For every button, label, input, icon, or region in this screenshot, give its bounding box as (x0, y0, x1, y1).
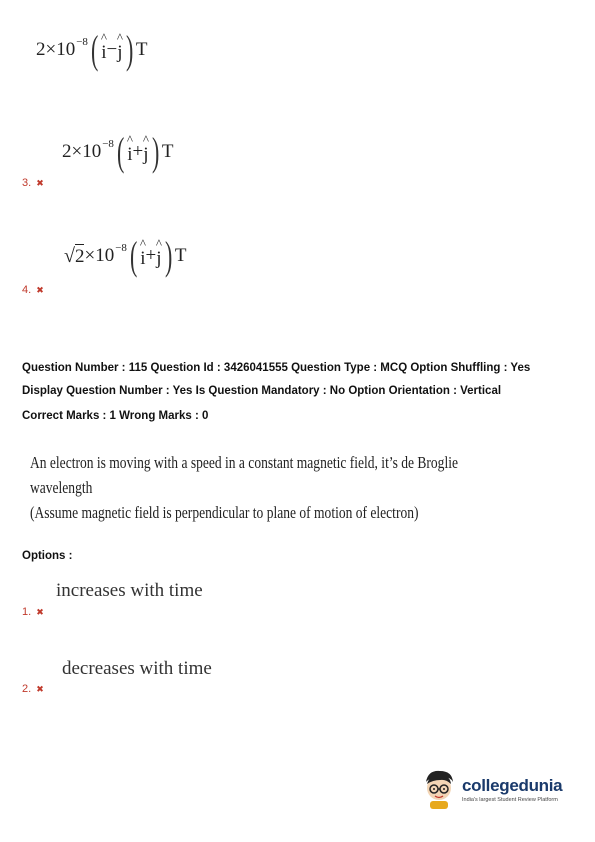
left-paren: ( (90, 27, 99, 72)
option-number-1: 1. ✖ (22, 606, 44, 618)
mascot-icon (420, 768, 458, 810)
right-paren: ) (164, 233, 172, 278)
coefficient: 2×10 (36, 39, 76, 60)
cross-icon: ✖ (36, 284, 44, 295)
question-line-3: (Assume magnetic field is perpendicular to plane of motion of electron) (30, 503, 419, 522)
unit-vector-j: ^ j (142, 132, 149, 165)
unit-vector-i: ^ i (139, 236, 146, 269)
option-number-3: 3. ✖ (22, 177, 44, 189)
option-number-4: 4. ✖ (22, 284, 44, 296)
question-meta-line-3: Correct Marks : 1 Wrong Marks : 0 (22, 410, 209, 422)
right-paren: ) (125, 27, 133, 72)
unit: T (161, 141, 174, 162)
operator: + (132, 141, 144, 162)
unit-vector-j: ^ j (155, 236, 162, 269)
option-number-2: 2. ✖ (22, 683, 44, 695)
question-line-2: wavelength (30, 478, 93, 497)
cross-icon: ✖ (36, 606, 44, 617)
unit-vector-i: ^ i (100, 30, 107, 63)
exponent: −8 (115, 242, 127, 254)
question-meta-line-1: Question Number : 115 Question Id : 3426041555 Question Type : MCQ Option Shuffling : Yes (22, 362, 531, 374)
radicand: 2 (74, 246, 85, 267)
coefficient: ×10 (84, 245, 115, 266)
option-0-expression (36, 27, 148, 72)
sqrt-icon: √ (64, 244, 75, 267)
question-line-1: An electron is moving with a speed in a constant magnetic field, it’s de Broglie (30, 453, 458, 472)
unit: T (174, 245, 187, 266)
unit-vector-i: ^ i (126, 132, 133, 165)
left-paren: ( (116, 129, 125, 174)
option-1-text: increases with time (56, 580, 203, 601)
brand-text (462, 776, 562, 803)
exponent: −8 (76, 36, 88, 48)
brand-tagline: India's largest Student Review Platform (462, 796, 558, 803)
exponent: −8 (102, 138, 114, 150)
option-3-expression (62, 129, 174, 174)
cross-icon: ✖ (36, 683, 44, 694)
unit-vector-j: ^ j (116, 30, 123, 63)
cross-icon: ✖ (36, 177, 44, 188)
operator: − (106, 39, 118, 60)
options-label: Options : (22, 550, 73, 562)
question-text (30, 450, 458, 525)
operator: + (145, 245, 157, 266)
question-meta-line-2: Display Question Number : Yes Is Question Mandatory : No Option Orientation : Vertical (22, 385, 502, 397)
brand-name: collegedunia (462, 775, 563, 795)
right-paren: ) (151, 129, 159, 174)
option-2-text: decreases with time (62, 658, 212, 679)
option-4-expression (64, 233, 187, 278)
coefficient: 2×10 (62, 141, 102, 162)
unit: T (135, 39, 148, 60)
collegedunia-logo (420, 768, 562, 810)
left-paren: ( (129, 233, 138, 278)
